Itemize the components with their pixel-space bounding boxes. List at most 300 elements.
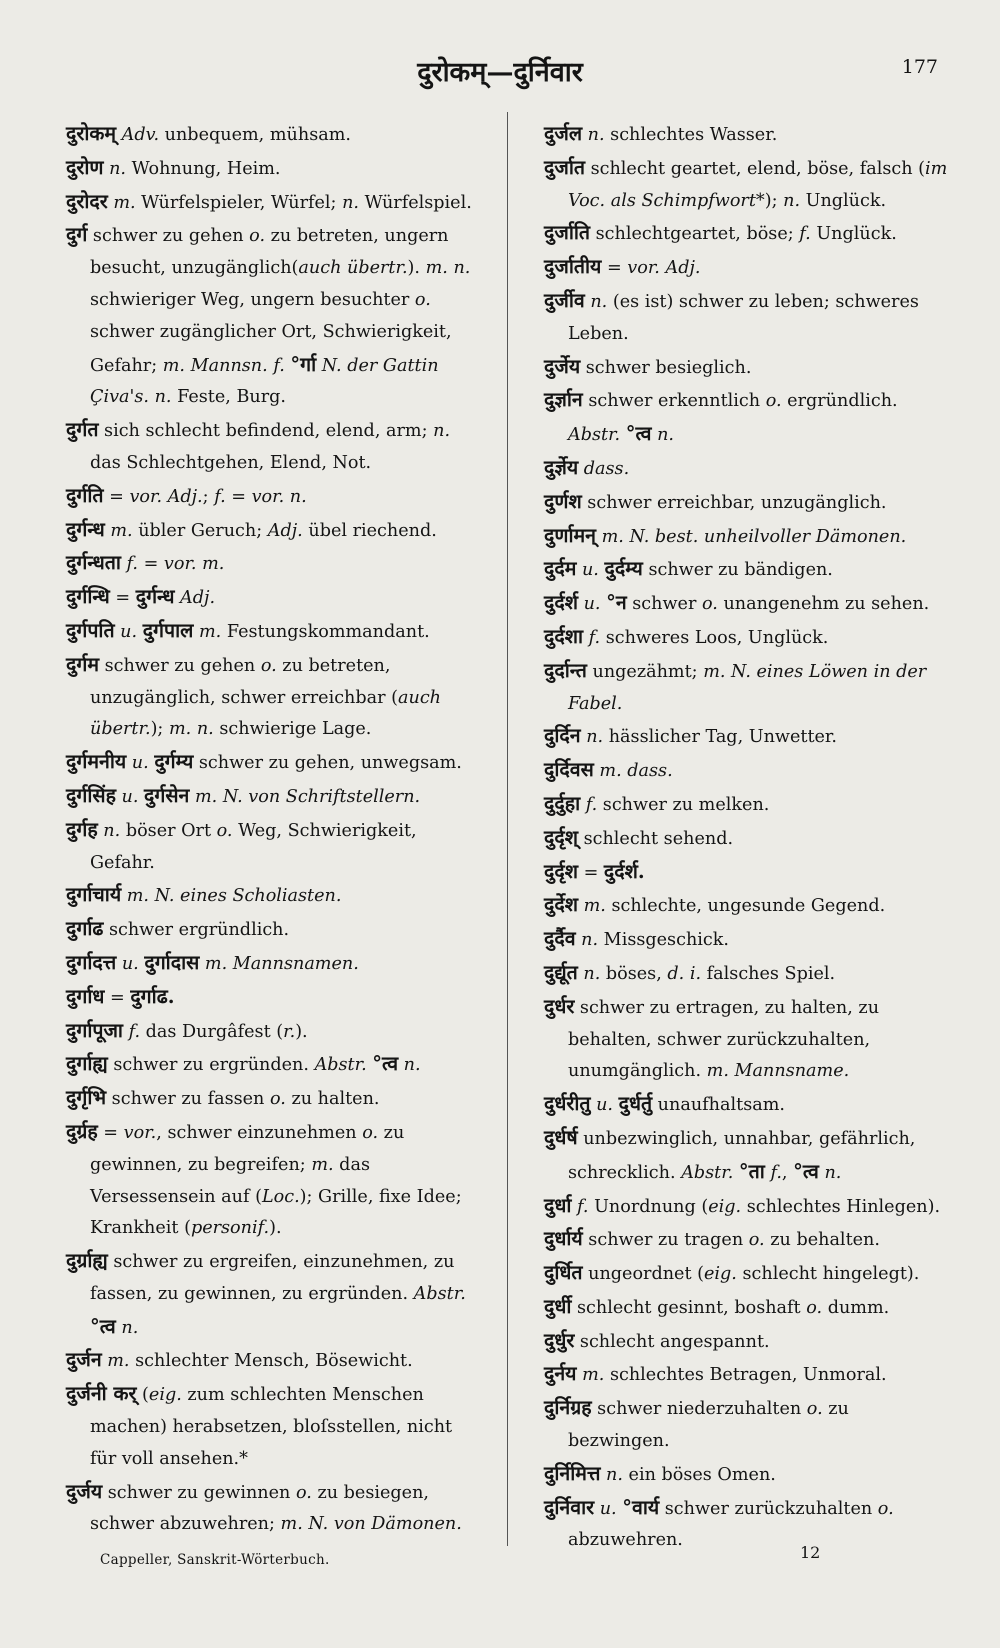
grammar-note: o. bbox=[806, 1297, 823, 1318]
headword: दुर्धर्तु bbox=[618, 1092, 653, 1116]
headword: दुर्दम bbox=[544, 557, 577, 581]
definition-text: schlechter Mensch, Bösewicht. bbox=[129, 1351, 413, 1372]
grammar-note: o. bbox=[748, 1230, 765, 1251]
grammar-note: o. bbox=[765, 391, 782, 412]
headword: दुर्दैव bbox=[544, 927, 576, 951]
headword: दुर्गपति bbox=[66, 618, 115, 642]
grammar-note: n. bbox=[433, 421, 451, 442]
headword: दुर्दान्त bbox=[544, 658, 587, 682]
dictionary-entry bbox=[66, 414, 478, 480]
dictionary-entry bbox=[66, 913, 478, 947]
grammar-note: f. bbox=[799, 224, 811, 245]
dictionary-entry bbox=[544, 1190, 952, 1224]
definition-text: schwer zu gewinnen bbox=[102, 1482, 296, 1503]
headword: दुर्गाध bbox=[66, 984, 105, 1008]
definition-text: schwer bbox=[626, 594, 702, 615]
dictionary-entry bbox=[66, 186, 478, 220]
dictionary-entry bbox=[66, 1116, 478, 1245]
dictionary-entry bbox=[544, 384, 952, 452]
grammar-note: u. bbox=[131, 753, 149, 774]
definition-text: dumm. bbox=[822, 1297, 890, 1318]
definition-text: sich schlecht befindend, elend, arm; bbox=[98, 421, 434, 442]
grammar-note: o. bbox=[877, 1498, 894, 1519]
headword: दुर्दिवस bbox=[544, 758, 594, 782]
headword: दुर्निग्रह bbox=[544, 1396, 592, 1420]
headword: °ता bbox=[738, 1159, 765, 1183]
definition-text: schwer niederzuhalten bbox=[591, 1399, 807, 1420]
dictionary-entry bbox=[544, 1392, 952, 1458]
grammar-note: o. bbox=[260, 655, 277, 676]
grammar-note: m. bbox=[110, 520, 133, 541]
grammar-note: f. bbox=[126, 554, 138, 575]
grammar-note: im Voc. als Schimpfwort* bbox=[568, 158, 948, 211]
grammar-note: o. bbox=[701, 594, 718, 615]
definition-text: unangenehm zu sehen. bbox=[717, 594, 930, 615]
signature-mark: 12 bbox=[800, 1543, 821, 1562]
grammar-note: m. N. best. unheilvoller Dämonen. bbox=[601, 526, 907, 547]
headword: दुर्दम्य bbox=[604, 557, 643, 581]
dictionary-entry bbox=[544, 1492, 952, 1558]
grammar-note: o. bbox=[414, 289, 431, 310]
dictionary-entry bbox=[544, 621, 952, 655]
headword: दुर्धर्ष bbox=[544, 1125, 578, 1149]
headword: °र्गा bbox=[290, 352, 317, 376]
definition-text: Unordnung ( bbox=[588, 1196, 709, 1217]
headword: दुर्ग्राह्य bbox=[66, 1249, 108, 1273]
dictionary-entry bbox=[544, 720, 952, 754]
dictionary-entry bbox=[66, 118, 478, 152]
definition-text: das Schlechtgehen, Elend, Not. bbox=[90, 452, 372, 473]
definition-text: abzuwehren. bbox=[568, 1530, 683, 1551]
headword: दुर्गम्य bbox=[154, 750, 194, 774]
headword: दुरोकम् bbox=[66, 122, 117, 145]
definition-text: ergründlich. bbox=[781, 391, 898, 412]
grammar-note: vor. m. bbox=[163, 554, 225, 575]
headword: दुर्जनी कर् bbox=[66, 1382, 137, 1406]
grammar-note: eig. bbox=[708, 1196, 742, 1217]
grammar-note: Adj. bbox=[180, 588, 216, 609]
headword: दुर्ज्ञेय bbox=[544, 455, 579, 479]
definition-text: schwer zu ertragen, zu halten, zu behalten, schwer zurückzuhalten, unumgänglich. bbox=[568, 997, 880, 1082]
definition-text: ). bbox=[295, 1021, 308, 1042]
grammar-note: Abstr. bbox=[413, 1283, 466, 1304]
grammar-note: m. bbox=[311, 1154, 334, 1175]
right-column bbox=[544, 118, 952, 1557]
headword: दुर्जल bbox=[544, 122, 583, 145]
dictionary-entry bbox=[544, 1325, 952, 1359]
definition-text: Würfelspiel. bbox=[359, 192, 472, 213]
grammar-note: m. bbox=[582, 1365, 605, 1386]
grammar-note: u. bbox=[121, 953, 139, 974]
dictionary-entry bbox=[544, 822, 952, 856]
grammar-note: vor. Adj. bbox=[129, 486, 203, 507]
headword: दुर्गापूजा bbox=[66, 1018, 123, 1042]
definition-text: das Versessensein auf ( bbox=[90, 1154, 370, 1207]
grammar-note: Abstr. bbox=[681, 1162, 734, 1183]
grammar-note: Abstr. bbox=[314, 1055, 367, 1076]
headword: °त्व bbox=[372, 1052, 399, 1076]
headword: दुर्निमित्त bbox=[544, 1461, 601, 1485]
grammar-note: o. bbox=[249, 226, 266, 247]
grammar-note: m. N. eines Scholiasten. bbox=[126, 886, 342, 907]
grammar-note: u. bbox=[599, 1498, 617, 1519]
dictionary-entry bbox=[544, 553, 952, 587]
headword: दुर्जातीय bbox=[544, 255, 602, 279]
grammar-note: u. bbox=[120, 621, 138, 642]
grammar-note: f. bbox=[588, 627, 601, 648]
headword: दुर्धुर bbox=[544, 1328, 575, 1352]
definition-text: ungeordnet ( bbox=[582, 1264, 704, 1285]
definition-text: zu betreten, ungern besucht, unzugänglich( bbox=[90, 226, 449, 279]
definition-text: ( bbox=[136, 1385, 149, 1406]
definition-text: = bbox=[104, 987, 131, 1008]
dictionary-entry bbox=[544, 285, 952, 351]
definition-text: hässlicher Tag, Unwetter. bbox=[603, 727, 838, 748]
dictionary-entry bbox=[544, 118, 952, 152]
dictionary-entry bbox=[544, 1291, 952, 1325]
definition-text: ). bbox=[407, 258, 426, 279]
grammar-note: f. bbox=[128, 1021, 141, 1042]
grammar-note: n. bbox=[109, 158, 127, 179]
headword: दुरोदर bbox=[66, 189, 108, 213]
grammar-note: o. bbox=[269, 1089, 286, 1110]
grammar-note: m. n. bbox=[168, 719, 214, 740]
definition-text: schwer besieglich. bbox=[580, 357, 752, 378]
definition-text: schwer zu gehen bbox=[87, 226, 250, 247]
definition-text: schwer zu bändigen. bbox=[642, 560, 833, 581]
grammar-note: Adj. bbox=[267, 520, 303, 541]
dictionary-entry bbox=[66, 1476, 478, 1542]
grammar-note: m. N. von Schriftstellern. bbox=[194, 786, 421, 807]
definition-text: böser Ort bbox=[120, 820, 217, 841]
grammar-note: f. bbox=[770, 1162, 782, 1183]
dictionary-entry bbox=[544, 251, 952, 285]
dictionary-entry bbox=[66, 514, 478, 548]
dictionary-entry bbox=[66, 1048, 478, 1082]
headword: दुर्गन्धि bbox=[66, 585, 110, 609]
definition-text: zu bezwingen. bbox=[568, 1399, 849, 1452]
definition-text: schwer ergründlich. bbox=[103, 920, 290, 941]
grammar-note: m. bbox=[107, 1351, 130, 1372]
dictionary-entry bbox=[66, 1015, 478, 1049]
dictionary-entry bbox=[66, 480, 478, 514]
grammar-note: vor. Adj. bbox=[627, 258, 701, 279]
headword: °वार्य bbox=[622, 1495, 660, 1519]
page-title: दुरोकम्—दुर्निवार bbox=[417, 57, 583, 88]
dictionary-entry bbox=[66, 1082, 478, 1116]
grammar-note: personif. bbox=[190, 1218, 270, 1239]
dictionary-entry bbox=[66, 581, 478, 615]
headword: दुर्जीव bbox=[544, 288, 585, 312]
dictionary-entry bbox=[544, 754, 952, 788]
definition-text: Weg, Schwierigkeit, Gefahr. bbox=[90, 820, 417, 873]
headword: दुर्दृश् bbox=[544, 825, 578, 849]
definition-text: übel riechend. bbox=[302, 520, 437, 541]
definition-text: zu gewinnen, zu begreifen; bbox=[90, 1122, 405, 1175]
headword: दुर्दिन bbox=[544, 724, 581, 748]
dictionary-entry bbox=[544, 655, 952, 721]
grammar-note: m. Mannsname. bbox=[706, 1061, 850, 1082]
definition-text: Missgeschick. bbox=[598, 930, 730, 951]
definition-text: schlechtgeartet, böse; bbox=[590, 224, 800, 245]
headword: दुर्गपाल bbox=[142, 618, 194, 642]
headword: दुर्गन्ध bbox=[135, 585, 175, 609]
dictionary-entry bbox=[66, 615, 478, 649]
definition-text: = bbox=[601, 258, 628, 279]
definition-text: zu besiegen, schwer abzuwehren; bbox=[90, 1482, 430, 1535]
grammar-note: u. bbox=[596, 1095, 614, 1116]
grammar-note: u. bbox=[121, 786, 139, 807]
definition-text: schwer zu tragen bbox=[582, 1230, 749, 1251]
dictionary-entry bbox=[544, 1088, 952, 1122]
definition-text: = bbox=[97, 1122, 124, 1143]
definition-text: böses, bbox=[600, 963, 668, 984]
headword: दुर्गसेन bbox=[144, 783, 190, 807]
definition-text: unaufhaltsam. bbox=[652, 1095, 785, 1116]
definition-text: Wohnung, Heim. bbox=[126, 158, 281, 179]
dictionary-entry bbox=[544, 351, 952, 385]
dictionary-entry bbox=[544, 1223, 952, 1257]
grammar-note: o. bbox=[295, 1482, 312, 1503]
definition-text: schwer zu gehen bbox=[99, 655, 261, 676]
grammar-note: n. bbox=[121, 1317, 139, 1338]
definition-text: schwieriger Weg, ungern besuchter bbox=[90, 289, 415, 310]
dictionary-entry bbox=[66, 814, 478, 880]
grammar-note: n. bbox=[657, 425, 675, 446]
dictionary-entry bbox=[66, 780, 478, 814]
grammar-note: auch übertr. bbox=[90, 687, 442, 740]
definition-text: ). bbox=[269, 1218, 282, 1239]
definition-text: schlechtes Wasser. bbox=[604, 125, 778, 145]
definition-text: Unglück. bbox=[810, 224, 897, 245]
grammar-note: m. N. eines Löwen in der Fabel. bbox=[568, 661, 927, 714]
headword: दुर्गाढ. bbox=[130, 984, 175, 1008]
headword: दुर्धित bbox=[544, 1261, 583, 1285]
definition-text: schwer zugänglicher Ort, Schwierigkeit, Gefahr; bbox=[90, 321, 452, 376]
headword: दुर्जात bbox=[544, 155, 585, 179]
definition-text: unbezwinglich, unnahbar, gefährlich, schrecklich. bbox=[568, 1128, 916, 1183]
definition-text: = bbox=[109, 588, 136, 609]
definition-text: = bbox=[103, 486, 130, 507]
headword: दुर्गृभि bbox=[66, 1086, 107, 1110]
headword: दुर्दृश bbox=[544, 859, 578, 883]
grammar-note: n. bbox=[583, 963, 601, 984]
headword: °त्व bbox=[90, 1314, 116, 1338]
headword: दुर्गम bbox=[66, 652, 99, 676]
definition-text: ); bbox=[764, 190, 784, 211]
footer-imprint: Cappeller, Sanskrit-Wörterbuch. bbox=[100, 1552, 330, 1568]
definition-text: zu behalten. bbox=[764, 1230, 880, 1251]
dictionary-entry bbox=[544, 957, 952, 991]
dictionary-entry bbox=[66, 1344, 478, 1378]
grammar-note: m. bbox=[198, 621, 222, 642]
headword: दुर्गादत्त bbox=[66, 950, 117, 974]
left-column bbox=[66, 118, 478, 1541]
headword: दुर्णामन् bbox=[544, 523, 596, 547]
definition-text: schwer zurückzuhalten bbox=[659, 1498, 878, 1519]
headword: दुर्धा bbox=[544, 1193, 572, 1217]
grammar-note: u. bbox=[583, 594, 601, 615]
dictionary-entry bbox=[66, 947, 478, 981]
definition-text: schlechtes Betragen, Unmoral. bbox=[604, 1365, 887, 1386]
headword: दुर्द्यूत bbox=[544, 960, 578, 984]
definition-text: zum schlechten Menschen machen) herabsetzen, bloſsstellen, nicht für voll ansehen.* bbox=[90, 1385, 453, 1469]
dictionary-entry bbox=[66, 219, 478, 414]
headword: दुर्धार्य bbox=[544, 1227, 583, 1251]
dictionary-entry bbox=[544, 889, 952, 923]
headword: दुर्दशा bbox=[544, 624, 584, 648]
definition-text: schweres Loos, Unglück. bbox=[600, 627, 829, 648]
headword: दुर्धी bbox=[544, 1294, 572, 1318]
dictionary-entry bbox=[544, 520, 952, 554]
dictionary-entry bbox=[544, 923, 952, 957]
definition-text: schwierige Lage. bbox=[213, 719, 372, 740]
grammar-note: auch übertr. bbox=[298, 258, 408, 279]
headword: °त्व bbox=[793, 1159, 819, 1183]
grammar-note: o. bbox=[362, 1122, 379, 1143]
definition-text: schwer erreichbar, unzugänglich. bbox=[581, 492, 887, 513]
grammar-note: m. Mannsnamen. bbox=[204, 953, 359, 974]
grammar-note: N. der Gattin Çiva's. n. bbox=[90, 355, 439, 408]
grammar-note: n. bbox=[783, 190, 801, 211]
headword: दुर्गति bbox=[66, 483, 104, 507]
headword: दुर्जन bbox=[66, 1348, 102, 1372]
dictionary-entry bbox=[66, 547, 478, 581]
dictionary-entry bbox=[544, 1122, 952, 1190]
definition-text: schlecht sehend. bbox=[577, 828, 734, 849]
dictionary-entry bbox=[66, 981, 478, 1015]
column-divider bbox=[507, 112, 508, 1546]
grammar-note: n. bbox=[103, 820, 121, 841]
grammar-note: m. N. von Dämonen. bbox=[280, 1514, 462, 1535]
dictionary-entry bbox=[544, 1257, 952, 1291]
headword: दुर्गत bbox=[66, 418, 99, 442]
running-head bbox=[0, 50, 1000, 90]
headword: दुर्ज्ञान bbox=[544, 388, 583, 412]
grammar-note: n. bbox=[824, 1162, 842, 1183]
headword: दुर्जेय bbox=[544, 354, 581, 378]
grammar-note: n. bbox=[606, 1464, 623, 1485]
definition-text: schlechtes Hinlegen). bbox=[741, 1196, 941, 1217]
grammar-note: m. n. bbox=[425, 258, 471, 279]
dictionary-entry bbox=[544, 991, 952, 1088]
definition-text: ); Grille, fixe Idee; Krankheit ( bbox=[90, 1186, 462, 1239]
dictionary-entry bbox=[544, 788, 952, 822]
grammar-note: d. i. bbox=[667, 963, 702, 984]
dictionary-entry bbox=[66, 1378, 478, 1475]
headword: दुर्ग bbox=[66, 223, 88, 247]
definition-text: Festungskommandant. bbox=[221, 621, 430, 642]
headword: दुरोण bbox=[66, 155, 104, 179]
headword: °त्व bbox=[625, 422, 652, 446]
dictionary-entry bbox=[66, 879, 478, 913]
definition-text: Würfelspieler, Würfel; bbox=[135, 192, 343, 213]
grammar-note: n. bbox=[342, 192, 359, 213]
dictionary-entry bbox=[544, 587, 952, 621]
grammar-note: u. bbox=[581, 560, 599, 581]
headword: दुर्गन्धता bbox=[66, 551, 121, 575]
definition-text: schlecht angespannt. bbox=[574, 1331, 770, 1352]
headword: दुर्जय bbox=[66, 1479, 103, 1503]
definition-text: Feste, Burg. bbox=[171, 387, 286, 408]
definition-text: schwer zu gehen, unwegsam. bbox=[193, 753, 462, 774]
dictionary-entry bbox=[66, 746, 478, 780]
headword: दुर्गाचार्य bbox=[66, 883, 122, 907]
headword: दुर्जाति bbox=[544, 221, 591, 245]
grammar-note: vor. n. bbox=[251, 486, 307, 507]
grammar-note: m. dass. bbox=[599, 761, 673, 782]
grammar-note: o. bbox=[806, 1399, 823, 1420]
dictionary-entry bbox=[544, 1358, 952, 1392]
definition-text: = bbox=[137, 554, 164, 575]
definition-text: Unglück. bbox=[800, 190, 887, 211]
headword: दुर्गमनीय bbox=[66, 750, 127, 774]
definition-text: schwer zu fassen bbox=[106, 1089, 270, 1110]
dictionary-entry bbox=[544, 856, 952, 890]
grammar-note: vor. bbox=[123, 1122, 157, 1143]
dictionary-entry bbox=[66, 1245, 478, 1344]
headword: दुर्दर्श. bbox=[603, 859, 645, 883]
definition-text: (es ist) schwer zu leben; schweres Leben. bbox=[568, 291, 919, 344]
grammar-note: n. bbox=[587, 125, 605, 145]
definition-text: schwer zu melken. bbox=[597, 794, 770, 815]
definition-text: ungezähmt; bbox=[586, 661, 704, 682]
grammar-note: r. bbox=[283, 1021, 296, 1042]
definition-text: schlechte, ungesunde Gegend. bbox=[605, 896, 886, 917]
page-number: 177 bbox=[901, 56, 938, 78]
dictionary-entry bbox=[66, 152, 478, 186]
headword: दुर्गाह्य bbox=[66, 1052, 108, 1076]
headword: दुर्गन्ध bbox=[66, 517, 105, 541]
headword: दुर्दुहा bbox=[544, 791, 581, 815]
dictionary-entry bbox=[544, 217, 952, 251]
grammar-note: m. bbox=[583, 896, 606, 917]
headword: दुर्गह bbox=[66, 817, 98, 841]
grammar-note: m. bbox=[113, 192, 136, 213]
grammar-note: n. bbox=[586, 727, 604, 748]
definition-text: schwer erkenntlich bbox=[582, 391, 766, 412]
definition-text: , bbox=[781, 1162, 794, 1183]
headword: दुर्णश bbox=[544, 489, 582, 513]
definition-text: zu betreten, unzugänglich, schwer erreichbar ( bbox=[90, 655, 398, 708]
grammar-note: dass. bbox=[583, 458, 630, 479]
headword: दुर्धरीतु bbox=[544, 1092, 591, 1116]
headword: दुर्दर्श bbox=[544, 591, 578, 615]
grammar-note: f. bbox=[214, 486, 226, 507]
definition-text: , schwer einzunehmen bbox=[156, 1122, 363, 1143]
definition-text: schlecht geartet, elend, böse, falsch ( bbox=[585, 158, 926, 179]
grammar-note: m. Mannsn. f. bbox=[162, 355, 285, 376]
definition-text: = bbox=[225, 486, 252, 507]
grammar-note: Abstr. bbox=[568, 425, 621, 446]
definition-text: das Durgâfest ( bbox=[140, 1021, 284, 1042]
dictionary-entry bbox=[66, 649, 478, 746]
definition-text: schwer zu ergreifen, einzunehmen, zu fassen, zu gewinnen, zu ergründen. bbox=[90, 1252, 455, 1304]
dictionary-entry bbox=[544, 152, 952, 218]
headword: दुर्ग्रह bbox=[66, 1119, 98, 1143]
headword: दुर्निवार bbox=[544, 1495, 595, 1519]
grammar-note: o. bbox=[216, 820, 233, 841]
definition-text: schlecht gesinnt, boshaft bbox=[571, 1297, 807, 1318]
grammar-note: n. bbox=[590, 291, 608, 312]
dictionary-entry bbox=[544, 1458, 952, 1492]
grammar-note: n. bbox=[581, 930, 599, 951]
headword: दुर्धर bbox=[544, 994, 575, 1018]
headword: दुर्नय bbox=[544, 1362, 577, 1386]
definition-text: ); bbox=[150, 719, 169, 740]
grammar-note: f. bbox=[577, 1196, 589, 1217]
dictionary-entry bbox=[544, 486, 952, 520]
